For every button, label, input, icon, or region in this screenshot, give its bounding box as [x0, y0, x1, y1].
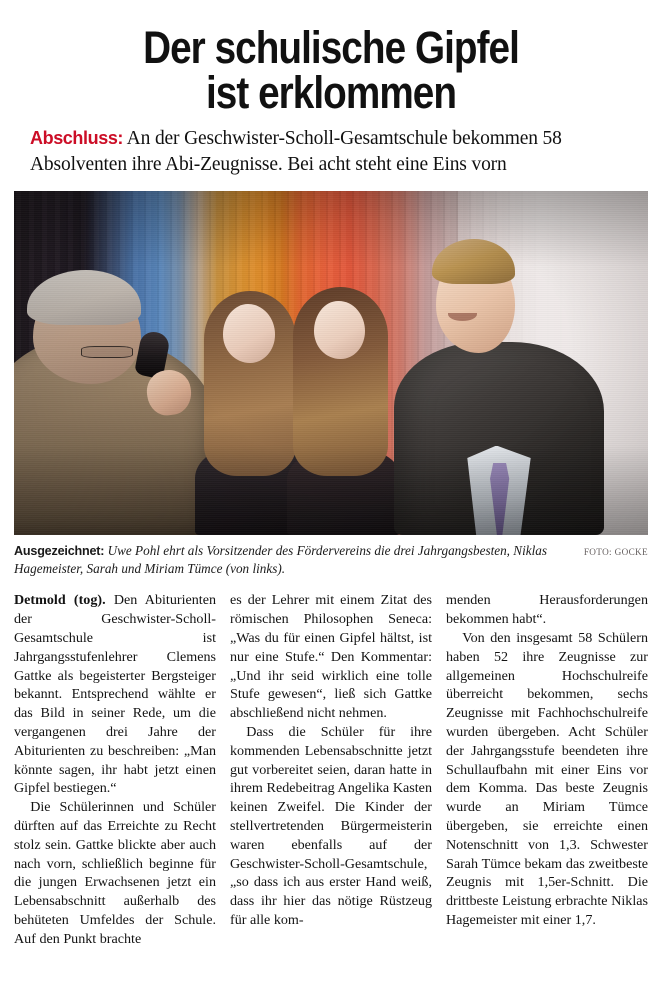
- body-text: Den Abiturienten der Geschwister-Scholl-Gesamtschule ist Jahrgangsstufenlehrer Clemens Gattke als begeisterter Bergsteiger bekannt. Entsprechend wählte er das Bild in seiner Rede, um die vergangenen drei Jahre der Abiturienten zu beschreiben: „Man könnte sagen, ihr habt jetzt einen Gipfel bestiegen.“: [14, 592, 217, 797]
- headline-line-2: ist erklommen: [205, 66, 457, 118]
- headline-line-1: Der schulische Gipfel: [143, 22, 519, 73]
- body-paragraph: Von den insgesamt 58 Schülern haben 52 ihre Zeugnisse zur allgemeinen Hochschulreife überreicht bekommen, sechs Zeugnisse mit Fachhochschulreife wurden übergeben. Acht Schüler der Jahrgangsstufe beendeten ihre Schullaufbahn mit einer Eins vor dem Komma. Das beste Zeugnis wurde an Miriam Tümce übergeben, sie erreichte einen Notenschnitt von 1,3. Schwester Sarah Tümce bekam das zweitbeste Zeugnis mit 1,5er-Schnitt. Die drittbeste Leistung erbrachte Niklas Hagemeister mit einer 1,7.: [446, 629, 648, 929]
- article-headline: [46, 0, 615, 118]
- caption-kicker: Ausgezeichnet:: [14, 543, 105, 558]
- body-column-3: [446, 591, 648, 930]
- body-paragraph: Die Schülerinnen und Schüler dürften auf das Erreichte zu Recht stolz sein. Gattke blickte aber auch nach vorn, schließlich beginne für die jungen Erwachsenen jetzt ein Lebensabschnitt außerhalb des behüteten Umfeldes der Schule. Auf den Punkt brachte: [14, 799, 216, 947]
- photo-scene: [14, 191, 648, 535]
- article-photo: [14, 191, 648, 535]
- lead-text: An der Geschwister-Scholl-Gesamtschule bekommen 58 Absolventen ihre Abi-Zeugnisse. Bei acht steht eine Eins vorn: [30, 128, 562, 176]
- body-paragraph: Dass die Schüler für ihre kommenden Lebensabschnitte jetzt gut vorbereitet seien, daran hatte in ihrem Redebeitrag Angelika Kasten keinen Zweifel. Die Kinder der stellvertretenden Bürgermeisterin waren ebenfalls auf der Geschwister-Scholl-Gesamtschule, „so dass ich aus erster Hand weiß, dass ihr hier das nötige Rüstzeug für alle kom-: [230, 723, 432, 929]
- body-paragraph: [14, 591, 216, 798]
- article-lead: [0, 126, 662, 178]
- lead-kicker: Abschluss:: [30, 128, 124, 149]
- body-paragraph: menden Herausforderungen bekommen habt“.: [446, 592, 648, 628]
- dateline: Detmold (tog).: [14, 592, 106, 609]
- photo-vignette: [14, 191, 648, 535]
- body-paragraph: es der Lehrer mit einem Zitat des römischen Philosophen Seneca: „Was du für einen Gipfel hältst, ist nur eine Stufe.“ Den Kommentar: „Und ihr seid wirklich eine tolle Stufe gewesen“, ließ sich Gattke abschließend nicht nehmen.: [230, 592, 432, 722]
- caption-text: Uwe Pohl ehrt als Vorsitzender des Fördervereins die drei Jahrgangsbesten, Niklas Hagemeister, Sarah und Miriam Tümce (von links).: [14, 542, 547, 577]
- article-body: [14, 591, 648, 948]
- body-column-1: [14, 591, 216, 948]
- photo-credit: FOTO: GOCKE: [583, 546, 648, 557]
- photo-caption: [14, 542, 648, 578]
- body-column-2: [230, 591, 432, 930]
